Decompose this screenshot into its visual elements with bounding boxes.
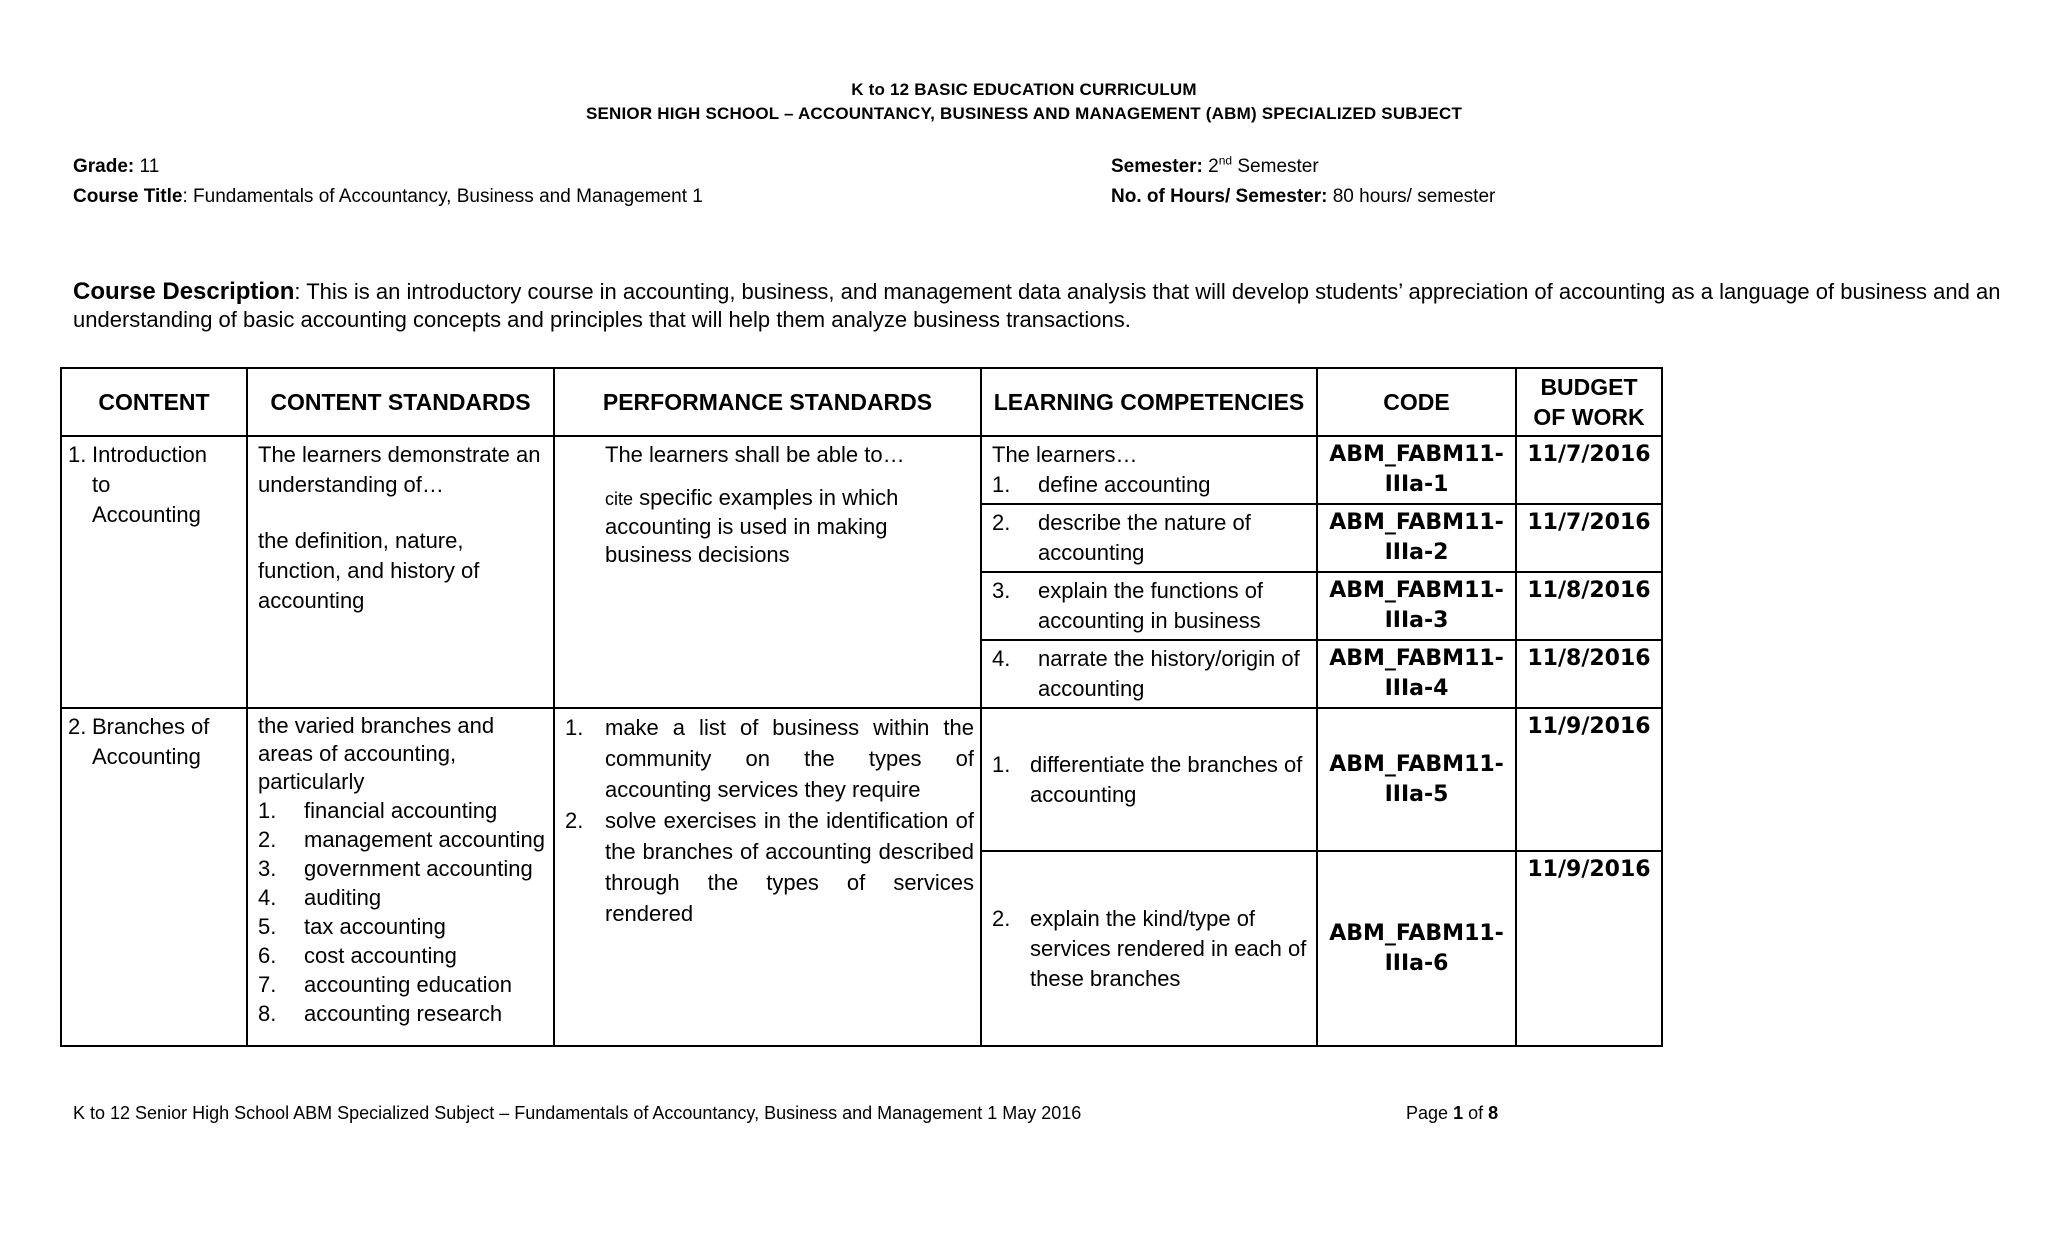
performance-standards-cell — [554, 436, 981, 708]
standards-body: the definition, nature, function, and history of accounting — [258, 528, 480, 613]
competencies-intro: The learners… — [992, 442, 1138, 467]
content-standards-cell — [247, 436, 554, 708]
competency-number: 2. — [992, 510, 1011, 535]
curriculum-table — [60, 367, 1663, 1047]
budget-cell: 11/8/2016 — [1516, 640, 1662, 708]
competency-number: 3. — [992, 578, 1011, 603]
performance-standards-cell — [554, 708, 981, 1046]
header-code: CODE — [1317, 368, 1516, 436]
table-header-row — [61, 368, 1662, 436]
competency-cell-6 — [981, 851, 1317, 1046]
competency-number: 1. — [992, 751, 1011, 777]
hours-value: 80 hours/ semester — [1332, 186, 1496, 207]
competency-cell-4 — [981, 640, 1317, 708]
semester-suffix: nd — [1218, 153, 1233, 168]
grade-value: 11 — [139, 156, 160, 177]
hours-line — [1111, 186, 1495, 208]
course-description — [73, 278, 2003, 334]
list-item: 3. government accounting — [258, 856, 533, 881]
competency-cell-3 — [981, 572, 1317, 640]
list-item: 2. solve exercises in the identification of the branches of accounting described through the types of services rendered — [565, 808, 974, 926]
competency-text: explain the kind/type of services rendered in each of these branches — [1030, 905, 1307, 991]
course-description-text: : This is an introductory course in accounting, business, and management data analysis that will develop students’ appreciation of accounting as a language of business and an understanding of basic accounting concepts and principles that will help them analyze business transactions. — [73, 279, 2001, 332]
header-content: CONTENT — [61, 368, 247, 436]
document-subtitle: SENIOR HIGH SCHOOL – ACCOUNTANCY, BUSINESS AND MANAGEMENT (ABM) SPECIALIZED SUBJECT — [585, 104, 1463, 123]
semester-number: 2 — [1208, 156, 1219, 177]
list-item: 1. make a list of business within the community on the types of accounting services they require — [565, 715, 974, 802]
content-title: Branches of Accounting — [92, 714, 210, 769]
table-row — [61, 708, 1662, 851]
standards-intro: the varied branches and areas of accounting, particularly — [258, 713, 495, 794]
code-cell: ABM_FABM11-IIIa-3 — [1317, 572, 1516, 640]
content-cell-branches — [61, 708, 247, 1046]
course-title-line — [73, 186, 703, 208]
grade-line — [73, 156, 159, 178]
header-performance-standards: PERFORMANCE STANDARDS — [554, 368, 981, 436]
footer-text: K to 12 Senior High School ABM Specialized Subject – Fundamentals of Accountancy, Business and Management 1 May 2016 — [73, 1103, 1082, 1123]
content-cell-introduction — [61, 436, 247, 708]
competency-number: 2. — [992, 905, 1011, 931]
semester-text: Semester — [1232, 156, 1319, 177]
list-item: 7. accounting education — [258, 972, 512, 997]
list-item: 5. tax accounting — [258, 914, 446, 939]
hours-label: No. of Hours/ Semester: — [1111, 186, 1328, 207]
list-item: 8. accounting research — [258, 1001, 503, 1026]
code-cell: ABM_FABM11-IIIa-4 — [1317, 640, 1516, 708]
budget-cell: 11/9/2016 — [1516, 851, 1662, 1046]
competency-text: narrate the history/origin of accounting — [1038, 646, 1300, 701]
budget-cell: 11/9/2016 — [1516, 708, 1662, 851]
list-item: 6. cost accounting — [258, 943, 457, 968]
performance-verb: cite — [605, 489, 634, 509]
list-item: 2. management accounting — [258, 827, 545, 852]
competency-cell-5 — [981, 708, 1317, 851]
header-budget-of-work: BUDGET OF WORK — [1516, 368, 1662, 436]
course-title-label: Course Title — [73, 186, 183, 207]
header-learning-competencies: LEARNING COMPETENCIES — [981, 368, 1317, 436]
grade-label: Grade: — [73, 156, 135, 177]
content-standards-cell — [247, 708, 554, 1046]
code-cell: ABM_FABM11-IIIa-5 — [1317, 708, 1516, 851]
competency-text: explain the functions of accounting in business — [1038, 578, 1264, 633]
performance-intro: The learners shall be able to… — [605, 442, 905, 467]
standards-intro: The learners demonstrate an understanding of… — [258, 442, 541, 497]
competency-text: differentiate the branches of accounting — [1030, 751, 1303, 807]
budget-cell: 11/8/2016 — [1516, 572, 1662, 640]
competency-number: 4. — [992, 646, 1011, 671]
semester-line — [1111, 153, 1319, 178]
page-number: Page 1 of 8 — [1406, 1103, 1499, 1123]
competency-text: define accounting — [1038, 472, 1211, 497]
list-item: 1. financial accounting — [258, 798, 498, 823]
competency-cell-2 — [981, 504, 1317, 572]
code-cell: ABM_FABM11-IIIa-6 — [1317, 851, 1516, 1046]
performance-body: specific examples in which accounting is used in making business decisions — [605, 485, 899, 567]
competency-cell-1 — [981, 436, 1317, 504]
budget-cell: 11/7/2016 — [1516, 436, 1662, 504]
competency-text: describe the nature of accounting — [1038, 510, 1251, 565]
performance-item — [605, 484, 974, 569]
semester-label: Semester: — [1111, 156, 1203, 177]
content-number: 1. — [68, 442, 87, 467]
competency-number: 1. — [992, 472, 1011, 497]
document-title: K to 12 BASIC EDUCATION CURRICULUM — [851, 80, 1197, 99]
code-cell: ABM_FABM11-IIIa-2 — [1317, 504, 1516, 572]
course-title-value: : Fundamentals of Accountancy, Business and Management 1 — [182, 186, 703, 207]
content-number: 2. — [68, 714, 87, 739]
budget-cell: 11/7/2016 — [1516, 504, 1662, 572]
content-title: Introduction to Accounting — [92, 442, 207, 527]
list-item: 4. auditing — [258, 885, 382, 910]
table-row — [61, 436, 1662, 504]
course-description-label: Course Description — [73, 278, 295, 305]
header-content-standards: CONTENT STANDARDS — [247, 368, 554, 436]
code-cell: ABM_FABM11-IIIa-1 — [1317, 436, 1516, 504]
